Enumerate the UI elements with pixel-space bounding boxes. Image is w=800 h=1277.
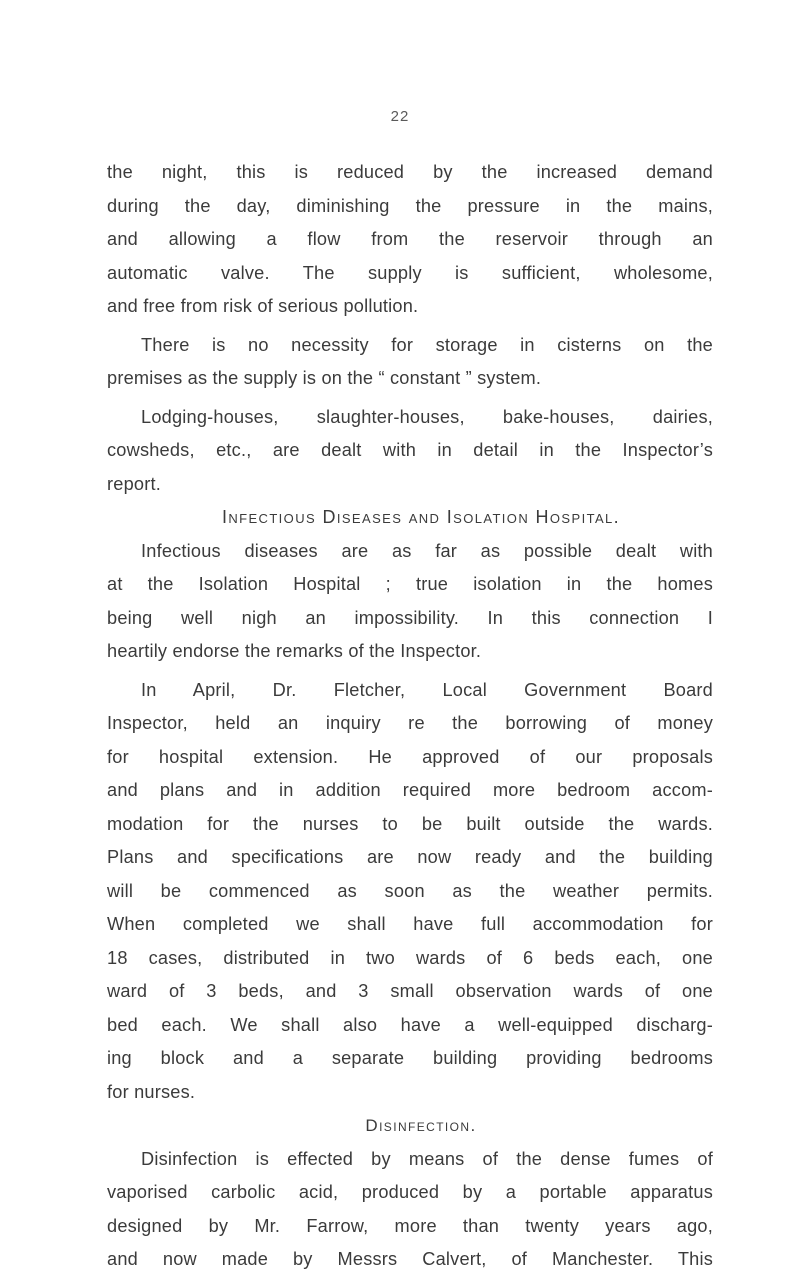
page-number: 22 (390, 108, 410, 125)
text-line: When completed we shall have full accommodation for (107, 914, 713, 934)
section-heading-disinfection: Disinfection. (365, 1116, 477, 1135)
text-line: Infectious diseases are as far as possible dealt with (141, 540, 713, 561)
text-line: and now made by Messrs Calvert, of Manchester. This (107, 1249, 713, 1269)
text-line: ing block and a separate building providing bedrooms (107, 1048, 713, 1068)
text-line: 18 cases, distributed in two wards of 6 beds each, one (107, 947, 713, 968)
text-line: for nurses. (107, 1081, 196, 1102)
text-line: There is no necessity for storage in cisterns on the (141, 334, 713, 355)
text-line: Disinfection is effected by means of the dense fumes of (141, 1148, 713, 1169)
text-line: designed by Mr. Farrow, more than twenty years ago, (107, 1215, 713, 1236)
document-body (107, 156, 713, 1277)
text-line: premises as the supply is on the “ constant ” system. (107, 368, 542, 388)
text-line: cowsheds, etc., are dealt with in detail in the Inspector’s (107, 440, 713, 460)
text-line: Plans and specifications are now ready and the building (107, 847, 713, 867)
text-line: during the day, diminishing the pressure in the mains, (107, 195, 713, 216)
text-line: will be commenced as soon as the weather permits. (107, 880, 713, 901)
text-line: the night, this is reduced by the increased demand (107, 162, 713, 182)
text-line: and plans and in addition required more bedroom accom- (107, 780, 713, 800)
section-heading-infectious-diseases: Infectious Diseases and Isolation Hospital. (221, 507, 621, 527)
text-line: In April, Dr. Fletcher, Local Government Board (141, 679, 713, 700)
text-line: and allowing a flow from the reservoir through an (107, 229, 713, 249)
text-line: at the Isolation Hospital ; true isolation in the homes (107, 574, 713, 594)
text-line: report. (107, 473, 161, 494)
text-line: modation for the nurses to be built outside the wards. (107, 813, 713, 834)
text-line: for hospital extension. He approved of our proposals (107, 746, 713, 767)
text-line: heartily endorse the remarks of the Inspector. (107, 641, 482, 661)
text-line: ward of 3 beds, and 3 small observation wards of one (107, 981, 713, 1001)
text-line: automatic valve. The supply is sufficient, wholesome, (107, 262, 713, 283)
text-line: Inspector, held an inquiry re the borrowing of money (107, 713, 713, 733)
text-line: bed each. We shall also have a well-equipped discharg- (107, 1014, 713, 1035)
text-line: Lodging-houses, slaughter-houses, bake-houses, dairies, (141, 406, 713, 427)
text-line: being well nigh an impossibility. In this connection I (107, 607, 713, 628)
text-line: and free from risk of serious pollution. (107, 296, 419, 316)
text-line: vaporised carbolic acid, produced by a portable apparatus (107, 1182, 713, 1202)
